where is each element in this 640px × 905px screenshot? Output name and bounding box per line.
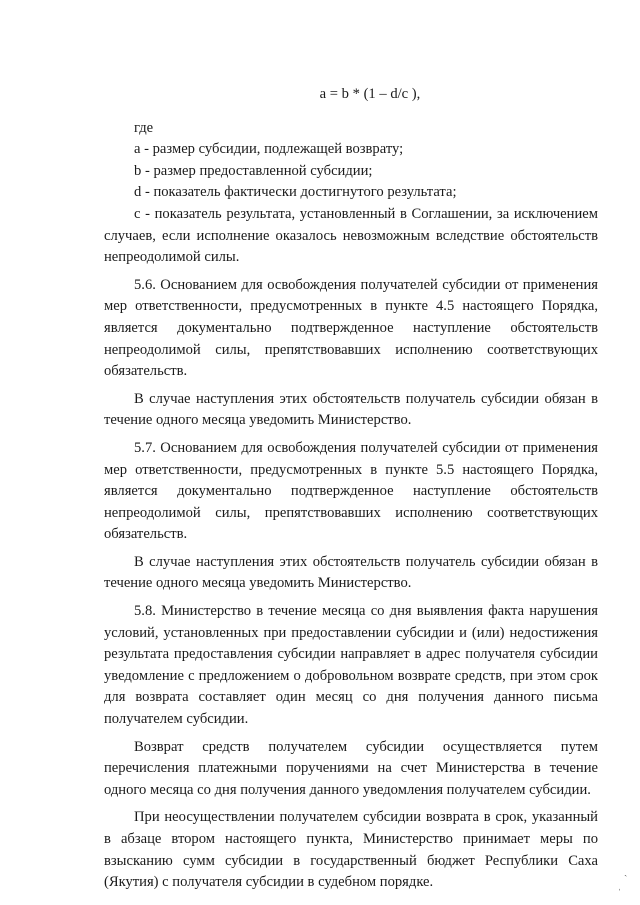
- paragraph-5-8: 5.8. Министерство в течение месяца со дня выявления факта нарушения условий, установленных при предоставлении субсидии и (или) недостижения результата предоставления субсидии направляет в адрес получателя субсидии уведомление с предложением о добровольном возврате средств, при этом срок для возврата составляет один месяц со дня получения данного письма получателем субсидии.: [104, 603, 598, 728]
- scan-artifact-mark: ˌ: [618, 880, 622, 891]
- definition-d: d - показатель фактически достигнутого результата;: [134, 184, 457, 201]
- definition-c: с - показатель результата, установленный в Соглашении, за исключением случаев, если исполнение оказалось невозможным вследствие обстоятельств непреодолимой силы.: [104, 205, 598, 266]
- paragraph-5-6: 5.6. Основанием для освобождения получателей субсидии от применения мер ответственности, предусмотренных в пункте 4.5 настоящего Порядка, является документально подтвержденное наступление обстоятельств непреодолимой силы, препятствовавших исполнению соответствующих обязательств.: [104, 276, 598, 380]
- document-body: [104, 84, 598, 894]
- definition-a: а - размер субсидии, подлежащей возврату;: [134, 141, 404, 158]
- formula: a = b * (1 – d/c ),: [319, 86, 421, 102]
- paragraph-5-6-notice: В случае наступления этих обстоятельств получатель субсидии обязан в течение одного месяца уведомить Министерство.: [104, 390, 598, 429]
- paragraph-5-7-notice: В случае наступления этих обстоятельств получатель субсидии обязан в течение одного месяца уведомить Министерство.: [104, 553, 598, 592]
- scan-artifact-mark: ˎ: [624, 866, 628, 877]
- paragraph-refund: Возврат средств получателем субсидии осуществляется путем перечисления платежными поручениями на счет Министерства в течение одного месяца со дня получения данного уведомления получателем субсидии.: [104, 738, 598, 798]
- definition-b: b - размер предоставленной субсидии;: [134, 162, 373, 179]
- where-label: где: [134, 119, 154, 136]
- paragraph-non-refund: При неосуществлении получателем субсидии возврата в срок, указанный в абзаце втором настоящего пункта, Министерство принимает меры по взысканию сумм субсидии в государственный бюджет Республики Саха (Якутия) с получателя субсидии в судебном порядке.: [104, 809, 598, 891]
- paragraph-5-7: 5.7. Основанием для освобождения получателей субсидии от применения мер ответственности, предусмотренных в пункте 5.5 настоящего Порядка, является документально подтвержденное наступление обстоятельств непреодолимой силы, препятствовавших исполнению соответствующих обязательств.: [104, 439, 598, 543]
